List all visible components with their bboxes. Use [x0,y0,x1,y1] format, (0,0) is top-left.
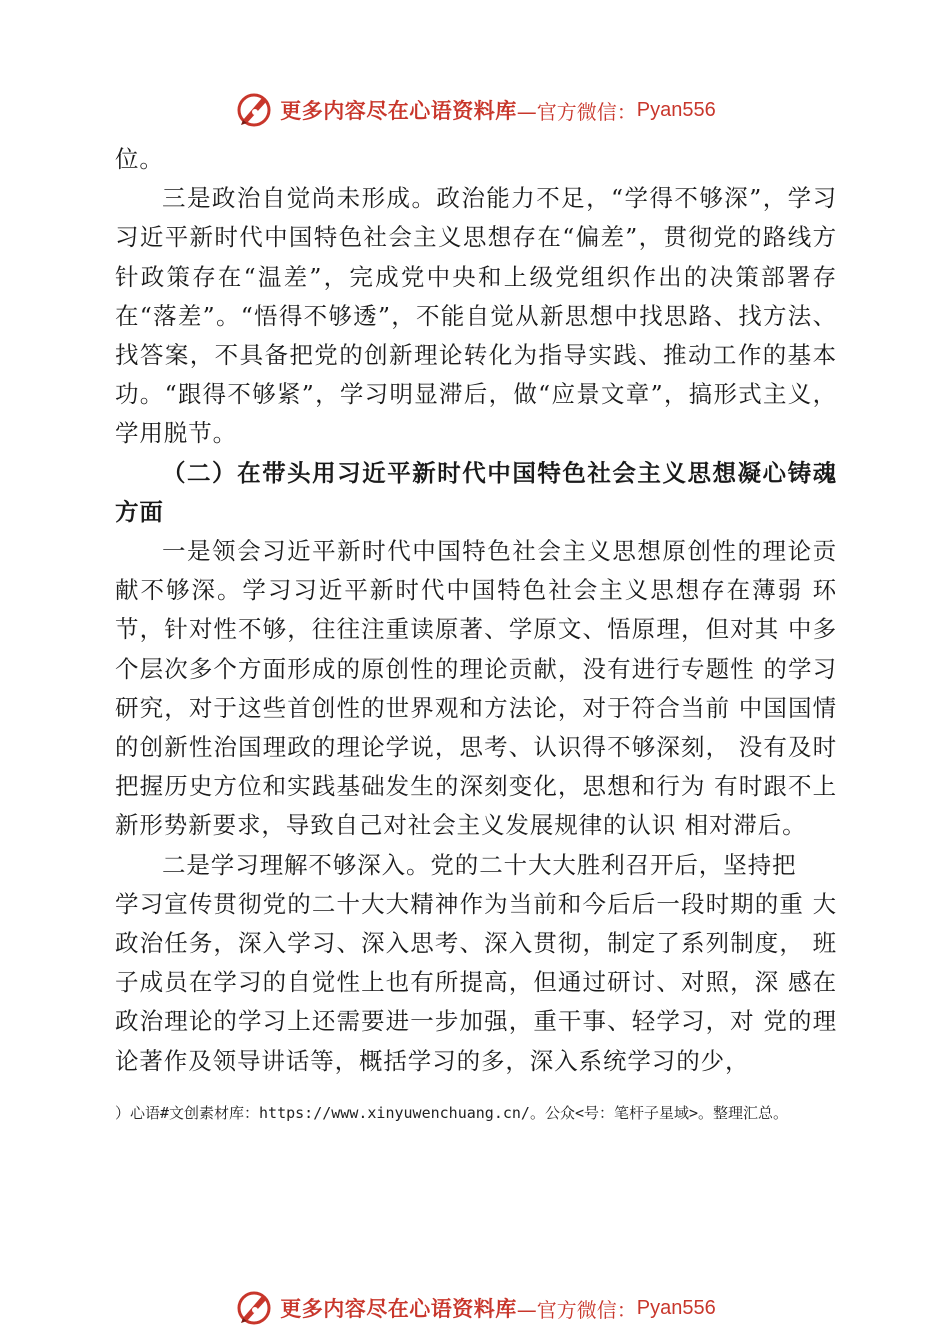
pen-seal-logo-icon [234,1288,274,1328]
banner-wechat-handle: Pyan556 [636,98,716,121]
header-banner [0,88,950,132]
pen-seal-logo-icon [234,90,274,130]
document-body [115,140,837,1081]
section-heading: （二）在带头用习近平新时代中国特色社会主义思想凝心铸魂方面 [115,458,837,526]
banner-wechat-handle: Pyan556 [636,1296,716,1319]
paragraph-political-awareness: 三是政治自觉尚未形成。政治能力不足，“学得不够深”，学习习近平新时代中国特色社会主义思想存在“偏差”，贯彻党的路线方针政策存在“温差”，完成党中央和上级党组织作出的决策部署存在“落差”。“悟得不够透”，不能自觉从新思想中找思路、找方法、找答案，不具备把党的创新理论转化为指导实践、推动工作的基本功。“跟得不够紧”，学习明显滞后，做“应景文章”，搞形式主义，学用脱节。 [115,184,837,448]
banner-slogan: —官方微信： [516,1297,637,1322]
banner-brand: 更多内容尽在心语资料库 [280,98,517,123]
banner-brand: 更多内容尽在心语资料库 [280,1296,517,1321]
paragraph-continuation: 位。 [115,145,164,173]
footnote-source: ）心语#文创素材库：https://www.xinyuwenchuang.cn/。公众<号：笔杆子星域>。整理汇总。 [115,1104,789,1122]
banner-slogan: —官方微信： [516,99,637,124]
paragraph-study-depth-continued: 学习宣传贯彻党的二十大大精神作为当前和今后后一段时期的重 大政治任务，深入学习、深入思考、深入贯彻，制定了系列制度， 班子成员在学习的自觉性上也有所提高，但通过研讨、对照，深 感在政治理论的学习上还需要进一步加强，重干事、轻学习，对 党的理论著作及领导讲话等，概括学习的多，深入系统学习的少， [115,889,837,1075]
footer-banner [0,1286,950,1330]
paragraph-theory-contribution: 一是领会习近平新时代中国特色社会主义思想原创性的理论贡献不够深。学习习近平新时代中国特色社会主义思想存在薄弱 环节，针对性不够，往往注重读原著、学原文、悟原理，但对其 中多个层次多个方面形成的原创性的理论贡献，没有进行专题性 的学习研究，对于这些首创性的世界观和方法论，对于符合当前 中国国情的创新性治国理政的理论学说，思考、认识得不够深刻， 没有及时把握历史方位和实践基础发生的深刻变化，思想和行为 有时跟不上新形势新要求，导致自己对社会主义发展规律的认识 相对滞后。 [115,537,837,840]
paragraph-study-depth: 二是学习理解不够深入。党的二十大大胜利召开后，坚持把 [162,850,797,879]
